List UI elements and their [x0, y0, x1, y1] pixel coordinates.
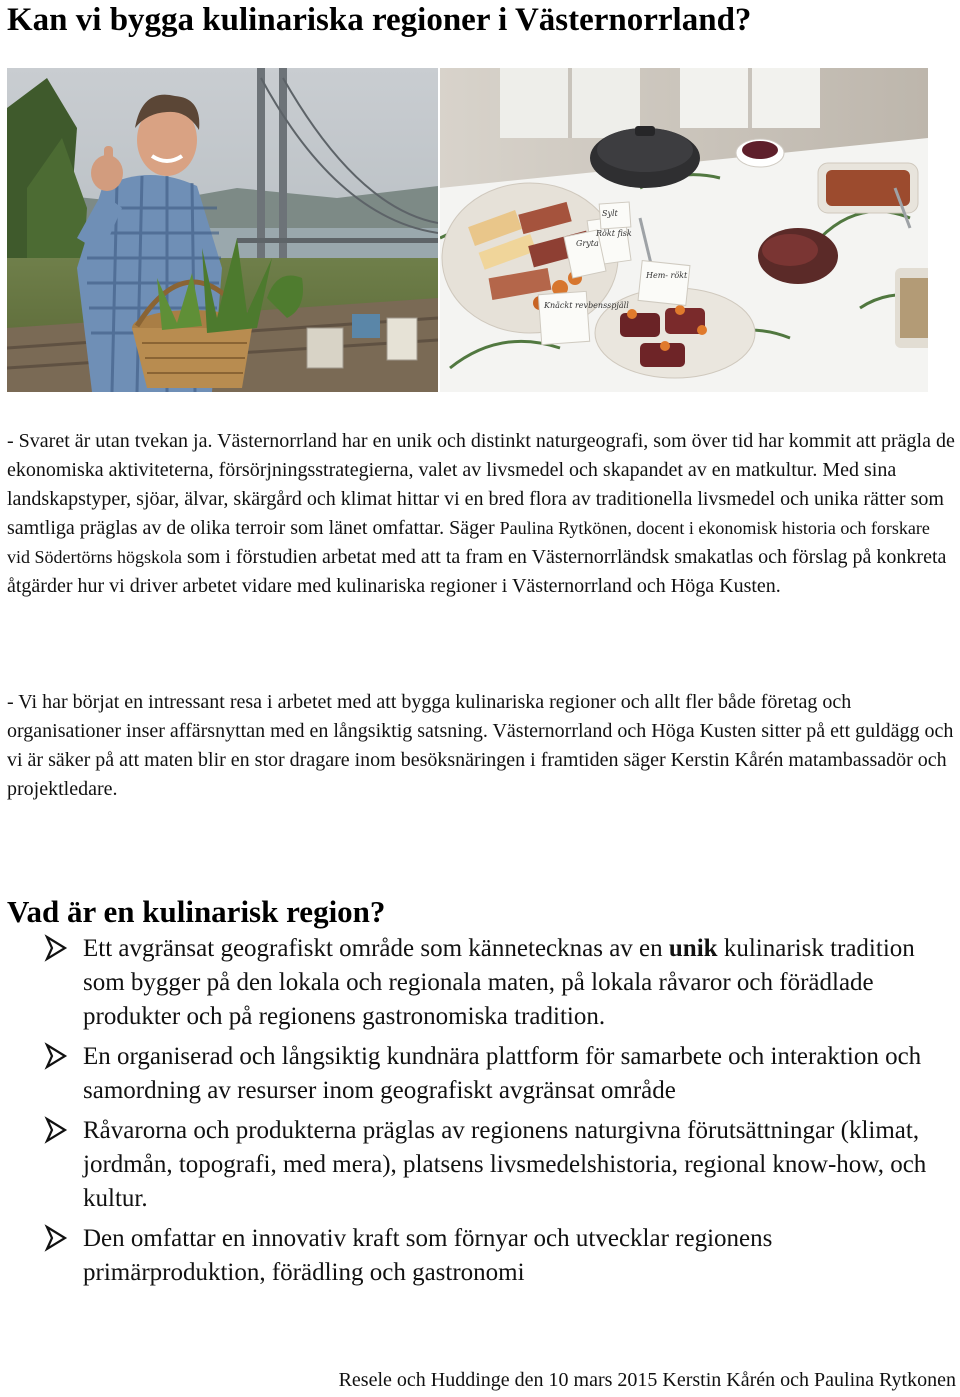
bullet-bold-word: unik	[668, 935, 718, 962]
intro-paragraph	[7, 427, 957, 601]
section-heading: Vad är en kulinarisk region?	[7, 894, 386, 929]
bullet-text-continued: kulinarisk tradition som bygger på den lokala och regionala maten, på lokala råvaror och förädlade produkter och på regionens gastronomiska tradition.	[83, 935, 915, 1030]
bullet-list	[0, 932, 960, 1296]
bullet-item	[0, 932, 960, 1034]
photo-man-with-basket-image	[7, 68, 438, 392]
food-label-1: Sylt	[602, 209, 618, 218]
bullet-text: Råvarorna och produkterna präglas av regionens naturgivna förutsättningar (klimat, jordmån, topografi, med mera), platsens livsmedelshistoria, regional know-how, och kultur.	[83, 1117, 927, 1212]
arrow-bullet-icon	[44, 1042, 68, 1070]
photo-food-table-image	[440, 68, 928, 392]
bullet-item	[0, 1114, 960, 1216]
bullet-text: En organiserad och långsiktig kundnära plattform för samarbete och interaktion och samordning av resurser inom geografiskt avgränsat område	[83, 1043, 922, 1104]
arrow-bullet-icon	[44, 1224, 68, 1252]
intro-text-2: Paulina Rytkönen, docent i ekonomisk historia och forskare vid Södertörns högskola	[7, 518, 930, 567]
bullet-text: Den omfattar en innovativ kraft som förnyar och utvecklar regionens primärproduktion, förädling och gastronomi	[83, 1225, 773, 1286]
food-label-2: Gryta	[576, 239, 599, 248]
bullet-text: Ett avgränsat geografiskt område som kännetecknas av en	[83, 935, 669, 962]
food-label-4: Hem- rökt	[646, 271, 688, 280]
bullet-item	[0, 1222, 960, 1290]
arrow-bullet-icon	[44, 1116, 68, 1144]
food-label-5: Knäckt revbensspjäll	[544, 301, 629, 310]
intro-text-3: som i förstudien arbetat med att ta fram en Västernorrländsk smakatlas och förslag på konkreta åtgärder hur vi driver arbetet vidare med kulinariska regioner i Västernorrland och Höga Kusten.	[7, 546, 947, 597]
bullet-item	[0, 1040, 960, 1108]
footer-signature: Resele och Huddinge den 10 mars 2015 Kerstin Kårén och Paulina Rytkonen	[338, 1369, 956, 1391]
food-label-3: Rökt fisk	[596, 229, 632, 238]
page-title: Kan vi bygga kulinariska regioner i Västernorrland?	[7, 2, 752, 38]
photo-man-with-basket	[7, 68, 438, 392]
intro-text-1: - Svaret är utan tvekan ja. Västernorrland har en unik och distinkt naturgeografi, som över tid har kommit att prägla de ekonomiska aktiviteterna, försörjningsstrategierna, valet av livsmedel och skapandet av en matkultur. Med sina landskapstyper, sjöar, älvar, skärgård och klimat hittar vi en bred flora av traditionella livsmedel och unika rätter som samtliga präglas av de olika terroir som länet omfattar. Säger	[7, 430, 955, 539]
photo-food-table	[440, 68, 928, 392]
quote-paragraph: - Vi har börjat en intressant resa i arbetet med att bygga kulinariska regioner och allt fler både företag och organisationer inser affärsnyttan med en långsiktig satsning. Västernorrland och Höga Kusten sitter på ett guldägg och vi är säker på att maten blir en stor dragare inom besöksnäringen i framtiden säger Kerstin Kårén matambassadör och projektledare.	[7, 691, 954, 800]
arrow-bullet-icon	[44, 934, 68, 962]
